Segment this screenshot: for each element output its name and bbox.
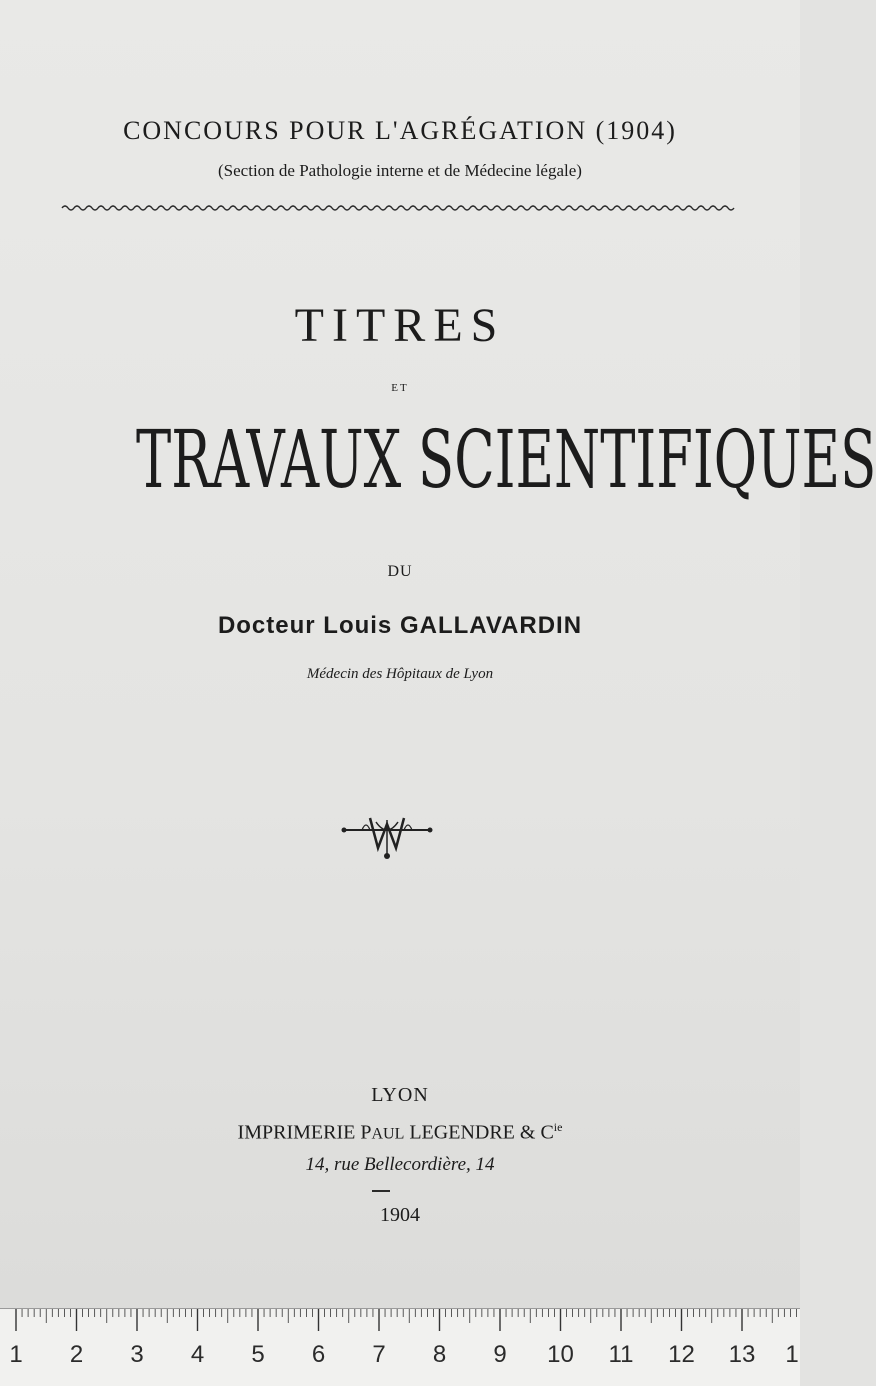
separator-dash (372, 1190, 390, 1192)
publication-year: 1904 (380, 1204, 420, 1226)
ruler-number: 2 (69, 1341, 84, 1368)
ruler-number: 5 (251, 1341, 265, 1368)
author-prefix: DU (387, 563, 413, 580)
ruler-number: 4 (190, 1341, 205, 1368)
printer-prefix: IMPRIMERIE P (237, 1121, 372, 1144)
publisher-address: 14, rue Bellecordière, 14 (305, 1154, 495, 1175)
publisher-city: LYON (371, 1084, 429, 1106)
ruler-number: 6 (311, 1341, 326, 1368)
contest-heading: CONCOURS POUR L'AGRÉGATION (1904) (123, 116, 677, 145)
measuring-ruler (0, 1308, 800, 1386)
printer-smallcaps: AUL (371, 1125, 405, 1143)
wavy-rule-divider (62, 198, 734, 218)
ruler-number: 12 (668, 1341, 695, 1368)
ruler-number: 9 (493, 1341, 507, 1368)
section-subheading: (Section de Pathologie interne et de Médecine légale) (218, 161, 582, 180)
printer-superscript: ie (553, 1120, 563, 1134)
title-line-titres: TITRES (294, 299, 506, 352)
monogram-ornament-icon (340, 810, 434, 862)
ruler-number: 7 (372, 1341, 386, 1368)
ruler-number: 1 (785, 1341, 799, 1368)
title-conjunction: ET (391, 382, 409, 394)
ruler-number: 1 (9, 1341, 23, 1368)
publisher-printer (0, 1120, 800, 1145)
ruler-number: 10 (547, 1341, 574, 1368)
author-position: Médecin des Hôpitaux de Lyon (306, 666, 494, 682)
ruler-number: 3 (130, 1341, 144, 1368)
title-line-travaux: TRAVAUX SCIENTIFIQUES (136, 413, 876, 506)
ruler-number: 13 (728, 1341, 756, 1368)
author-name: Docteur Louis GALLAVARDIN (217, 612, 583, 639)
ruler-number: 11 (608, 1341, 634, 1368)
ruler-number: 8 (432, 1341, 447, 1368)
printer-name: LEGENDRE & C (404, 1121, 554, 1144)
